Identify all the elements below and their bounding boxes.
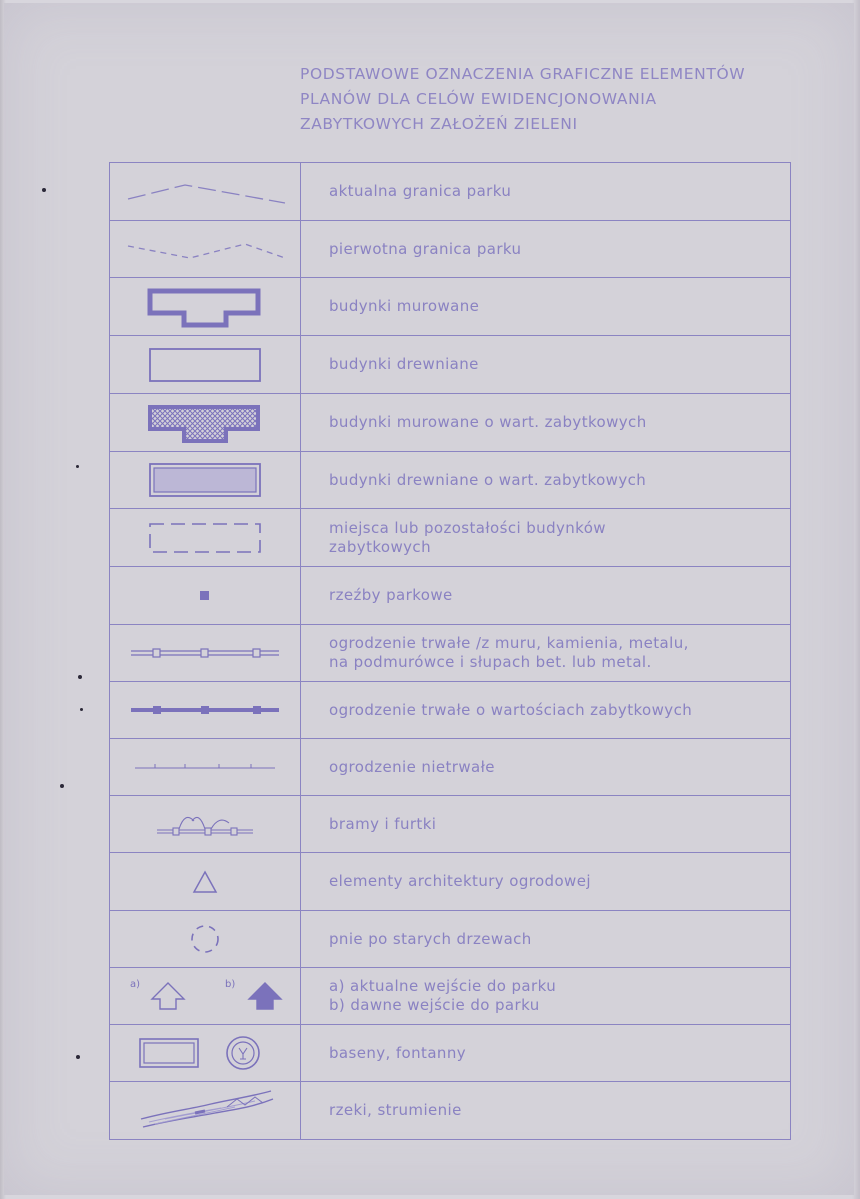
- legend-label: budynki murowane o wart. zabytkowych: [329, 413, 647, 431]
- title-line-1: PODSTAWOWE OZNACZENIA GRAFICZNE ELEMENTÓW: [300, 65, 746, 83]
- legend-symbol-cell: [110, 221, 301, 278]
- legend-symbol-cell: [110, 394, 301, 452]
- legend-symbol-cell: [110, 796, 301, 853]
- legend-label: pierwotna granica parku: [329, 239, 522, 258]
- legend-label: na podmurówce i słupach bet. lub metal.: [329, 653, 652, 671]
- legend-label: rzeki, strumienie: [329, 1101, 462, 1119]
- legend-symbol-cell: [110, 509, 301, 567]
- masonry-building-icon: [140, 285, 270, 329]
- legend-symbol-cell: [110, 452, 301, 509]
- legend-row: [110, 394, 791, 452]
- paper-speck: [78, 675, 82, 679]
- legend-row: [110, 968, 791, 1025]
- historic-masonry-building-icon: [140, 401, 270, 445]
- legend-label: baseny, fontanny: [329, 1043, 467, 1062]
- legend-label: ogrodzenie nietrwałe: [329, 757, 495, 776]
- legend-label: budynki murowane: [329, 297, 480, 315]
- title-line-2: PLANÓW DLA CELÓW EWIDENCJONOWANIA: [300, 90, 657, 108]
- dashed-circle-icon: [185, 919, 225, 959]
- dash-boundary-icon: [120, 175, 290, 209]
- legend-label: ogrodzenie trwałe o wartościach zabytkowych: [329, 700, 693, 719]
- legend-label: a) aktualne wejście do parku: [329, 977, 557, 995]
- paper-speck: [42, 188, 46, 192]
- legend-symbol-cell: [110, 625, 301, 682]
- legend-symbol-cell: [110, 911, 301, 968]
- paper-speck: [76, 465, 79, 468]
- legend-symbol-cell: [110, 853, 301, 911]
- temporary-fence-icon: [125, 757, 285, 777]
- legend-symbol-cell: [110, 336, 301, 394]
- legend-table: [109, 162, 791, 1140]
- sculpture-square-icon: [195, 586, 215, 606]
- legend-label-cell: [301, 853, 791, 911]
- legend-label-cell: [301, 968, 791, 1025]
- legend-symbol-cell: [110, 1082, 301, 1140]
- legend-label-cell: [301, 163, 791, 221]
- legend-label-cell: [301, 625, 791, 682]
- legend-label-cell: [301, 1082, 791, 1140]
- legend-row: [110, 221, 791, 278]
- legend-label: ogrodzenie trwałe /z muru, kamienia, metalu,: [329, 634, 689, 652]
- legend-symbol-cell: [110, 567, 301, 625]
- entrance-arrows-icon: [120, 973, 290, 1019]
- legend-label-cell: [301, 1025, 791, 1082]
- legend-row: [110, 911, 791, 968]
- legend-label-cell: [301, 911, 791, 968]
- legend-row: [110, 1025, 791, 1082]
- legend-symbol-cell: [110, 968, 301, 1025]
- permanent-fence-icon: [125, 643, 285, 663]
- legend-label-cell: [301, 221, 791, 278]
- legend-label-cell: [301, 452, 791, 509]
- legend-label: b) dawne wejście do parku: [329, 996, 540, 1014]
- paper-speck: [76, 1055, 80, 1059]
- legend-label-cell: [301, 278, 791, 336]
- paper-speck: [60, 784, 64, 788]
- legend-label-cell: [301, 682, 791, 739]
- legend-label: aktualna granica parku: [329, 182, 512, 200]
- legend-row: [110, 452, 791, 509]
- paper-speck: [80, 708, 83, 711]
- triangle-icon: [185, 867, 225, 897]
- title-line-3: ZABYTKOWYCH ZAŁOŻEŃ ZIELENI: [300, 115, 578, 133]
- legend-row: [110, 625, 791, 682]
- legend-label-cell: [301, 567, 791, 625]
- legend-symbol-cell: [110, 682, 301, 739]
- legend-symbol-cell: [110, 278, 301, 336]
- legend-symbol-cell: [110, 163, 301, 221]
- legend-row: [110, 163, 791, 221]
- legend-row: [110, 336, 791, 394]
- legend-label-cell: [301, 394, 791, 452]
- legend-label-cell: [301, 336, 791, 394]
- legend-label: pnie po starych drzewach: [329, 929, 532, 948]
- legend-label: miejsca lub pozostałości budynków: [329, 518, 606, 537]
- legend-row: [110, 853, 791, 911]
- building-remains-icon: [140, 516, 270, 560]
- short-dash-boundary-icon: [120, 232, 290, 266]
- gate-icon: [145, 807, 265, 841]
- legend-symbol-cell: [110, 739, 301, 796]
- legend-label: budynki drewniane: [329, 355, 479, 373]
- legend-row: [110, 1082, 791, 1140]
- legend-label-cell: [301, 796, 791, 853]
- legend-symbol-cell: [110, 1025, 301, 1082]
- legend-row: [110, 739, 791, 796]
- legend-row: [110, 682, 791, 739]
- legend-row: [110, 567, 791, 625]
- legend-label: budynki drewniane o wart. zabytkowych: [329, 470, 647, 489]
- mark-b-label: b): [225, 979, 236, 990]
- wooden-building-icon: [140, 343, 270, 387]
- legend-label-cell: [301, 739, 791, 796]
- legend-label: zabytkowych: [329, 537, 431, 556]
- river-icon: [125, 1089, 285, 1133]
- legend-label: rzeźby parkowe: [329, 586, 453, 604]
- legend-label-cell: [301, 509, 791, 567]
- mark-a-label: a): [130, 979, 141, 990]
- legend-row: [110, 796, 791, 853]
- legend-row: [110, 278, 791, 336]
- legend-label: bramy i furtki: [329, 814, 437, 833]
- historic-wooden-building-icon: [140, 458, 270, 502]
- page-title: [300, 62, 745, 137]
- historic-fence-icon: [125, 700, 285, 720]
- legend-row: [110, 509, 791, 567]
- legend-label: elementy architektury ogrodowej: [329, 872, 591, 890]
- pool-fountain-icon: [130, 1033, 280, 1073]
